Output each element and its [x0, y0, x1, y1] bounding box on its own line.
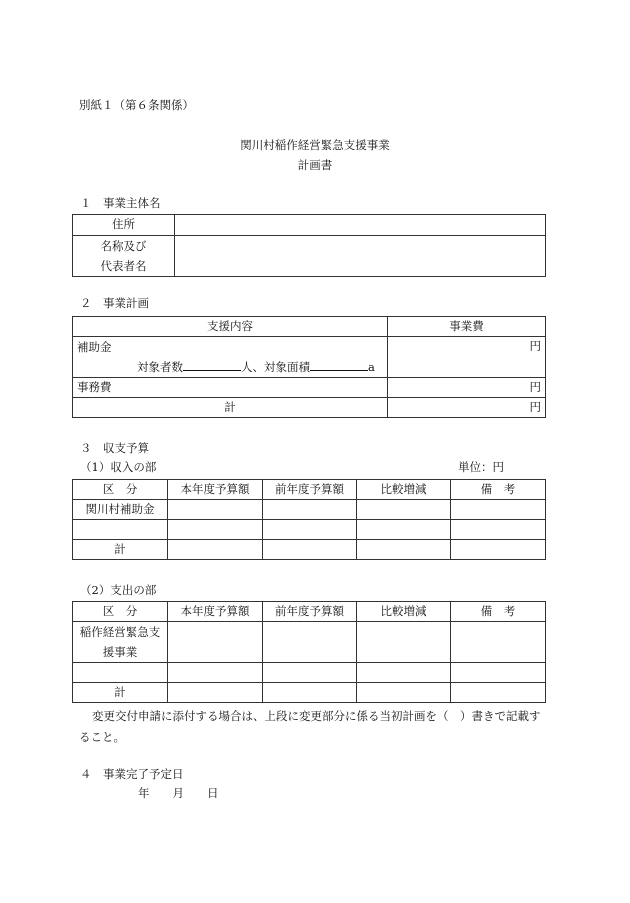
- name-representative-label: [73, 236, 175, 277]
- plan-total-label: 計: [73, 398, 388, 418]
- table-cell[interactable]: [357, 683, 451, 703]
- project-cost-header: 事業費: [388, 317, 546, 337]
- table-cell[interactable]: [357, 540, 451, 560]
- admin-cost-cell[interactable]: [388, 378, 546, 398]
- table-cell[interactable]: [263, 500, 357, 520]
- table-cell[interactable]: [263, 622, 357, 663]
- expense-row-label: [73, 622, 168, 663]
- subsidy-label: 補助金: [77, 340, 112, 354]
- note-line1: 変更交付申請に添付する場合は、上段に変更部分に係る当初計画を（ ）書きで記載す: [92, 709, 541, 723]
- col-category: 区 分: [73, 480, 168, 500]
- table-cell[interactable]: [168, 520, 263, 540]
- table-cell[interactable]: [451, 663, 546, 683]
- section1-heading: １ 事業主体名: [80, 196, 161, 210]
- target-persons-input[interactable]: [183, 358, 241, 371]
- table-cell[interactable]: [451, 622, 546, 663]
- plan-total-cell[interactable]: [388, 398, 546, 418]
- admin-cost-label: 事務費: [73, 378, 388, 398]
- expense-total-label: 計: [73, 683, 168, 703]
- document-subtitle: 計画書: [297, 158, 333, 172]
- income-table: [72, 479, 546, 560]
- col-difference: 比較増減: [357, 480, 451, 500]
- table-cell[interactable]: [451, 540, 546, 560]
- entity-table: [72, 214, 546, 277]
- attachment-label: 別紙１（第６条関係）: [79, 98, 194, 112]
- table-cell[interactable]: [263, 683, 357, 703]
- target-area-input[interactable]: [310, 358, 368, 371]
- income-row-label: 関川村補助金: [73, 500, 168, 520]
- yen-unit: 円: [529, 339, 541, 353]
- table-cell[interactable]: [73, 663, 168, 683]
- name-label-line2: 代表者名: [100, 259, 147, 273]
- col-previous-budget: 前年度予算額: [263, 602, 357, 622]
- table-cell[interactable]: [357, 622, 451, 663]
- area-unit: a: [368, 360, 375, 374]
- section3-heading: ３ 収支予算: [80, 441, 149, 455]
- col-category: 区 分: [73, 602, 168, 622]
- plan-table: [72, 316, 546, 418]
- document-title: 関川村稲作経営緊急支援事業: [240, 138, 390, 152]
- table-cell[interactable]: [451, 520, 546, 540]
- table-cell[interactable]: [168, 540, 263, 560]
- table-cell[interactable]: [168, 622, 263, 663]
- col-previous-budget: 前年度予算額: [263, 480, 357, 500]
- expense-row-label-line1: 稲作経営緊急支: [79, 625, 161, 639]
- table-cell[interactable]: [451, 683, 546, 703]
- col-current-budget: 本年度予算額: [168, 602, 263, 622]
- table-cell[interactable]: [451, 500, 546, 520]
- col-current-budget: 本年度予算額: [168, 480, 263, 500]
- table-cell[interactable]: [263, 520, 357, 540]
- section2-heading: ２ 事業計画: [80, 296, 149, 310]
- yen-unit: 円: [529, 379, 541, 394]
- expense-heading: （2）支出の部: [80, 583, 157, 597]
- target-area-label: 対象面積: [264, 360, 310, 374]
- table-cell[interactable]: [73, 520, 168, 540]
- support-content-header: 支援内容: [73, 317, 388, 337]
- table-cell[interactable]: [357, 500, 451, 520]
- col-remarks: 備 考: [451, 602, 546, 622]
- col-difference: 比較増減: [357, 602, 451, 622]
- target-persons-label: 対象者数: [137, 360, 183, 374]
- table-cell[interactable]: [263, 663, 357, 683]
- completion-date-field[interactable]: 年 月 日: [138, 786, 219, 800]
- subsidy-cell: [73, 337, 388, 378]
- name-representative-field[interactable]: [175, 236, 546, 277]
- table-cell[interactable]: [357, 520, 451, 540]
- yen-unit: 円: [529, 399, 541, 414]
- income-heading: （1）収入の部: [80, 460, 157, 474]
- address-field[interactable]: [175, 215, 546, 236]
- subsidy-cost-cell[interactable]: [388, 337, 546, 378]
- col-remarks: 備 考: [451, 480, 546, 500]
- subsidy-target-line: [77, 357, 383, 377]
- note-line2: ること。: [79, 730, 125, 744]
- table-cell[interactable]: [357, 663, 451, 683]
- table-cell[interactable]: [168, 500, 263, 520]
- persons-unit: 人、: [241, 360, 264, 374]
- address-label: 住所: [73, 215, 175, 236]
- section4-heading: ４ 事業完了予定日: [80, 767, 184, 781]
- expense-row-label-line2: 援事業: [102, 645, 138, 659]
- table-cell[interactable]: [263, 540, 357, 560]
- table-cell[interactable]: [168, 683, 263, 703]
- income-total-label: 計: [73, 540, 168, 560]
- unit-label: 単位：円: [458, 460, 504, 474]
- table-cell[interactable]: [168, 663, 263, 683]
- expense-table: [72, 601, 546, 703]
- name-label-line1: 名称及び: [100, 239, 147, 253]
